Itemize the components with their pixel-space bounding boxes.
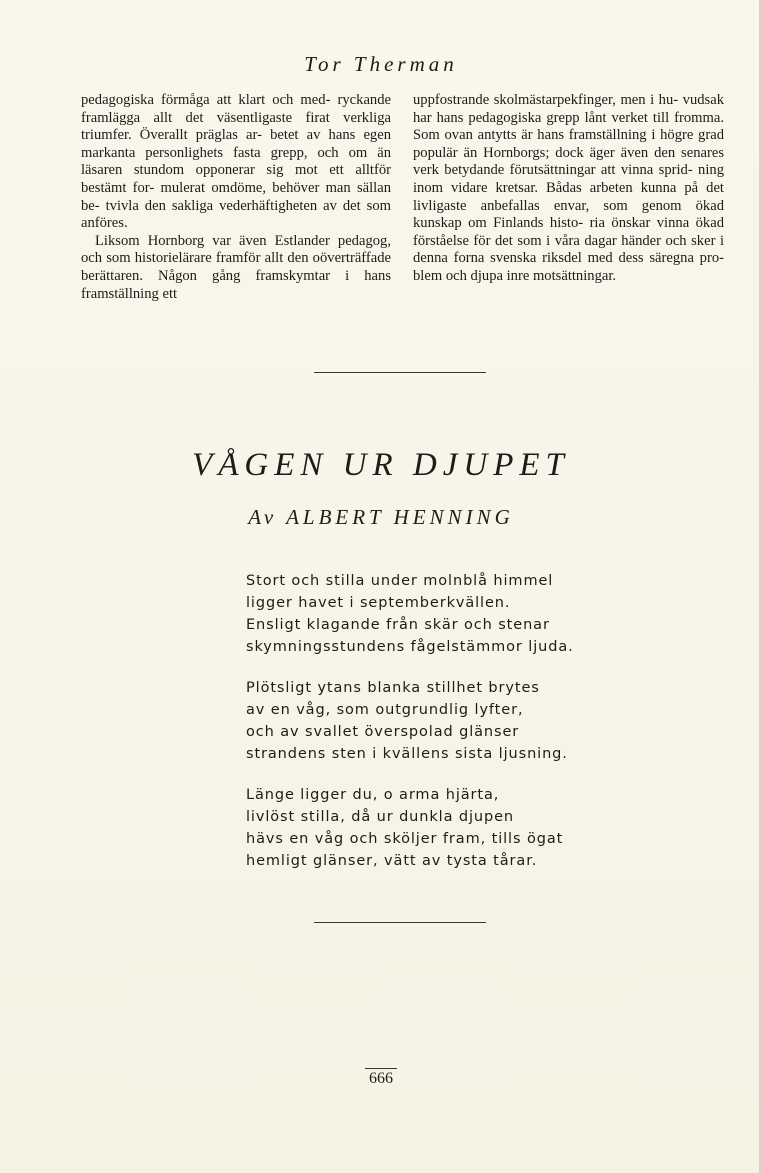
- running-head: Tor Therman: [304, 52, 458, 76]
- poem-line: av en våg, som outgrundlig lyfter,: [246, 702, 524, 718]
- poem-line: hemligt glänser, vätt av tysta tårar.: [246, 853, 538, 869]
- poem-stanza: [246, 677, 586, 765]
- poem-line: Länge ligger du, o arma hjärta,: [246, 787, 500, 803]
- poem-author: Av ALBERT HENNING: [248, 505, 514, 529]
- essay-left-column: [81, 92, 391, 303]
- poem-line: och av svallet överspolad glänser: [246, 724, 520, 740]
- poem-stanza: [246, 570, 586, 658]
- poem-line: hävs en våg och sköljer fram, tills ögat: [246, 831, 564, 847]
- poem-line: ligger havet i septemberkvällen.: [246, 595, 511, 611]
- page-number-container: [0, 1068, 762, 1088]
- page-number: 666: [365, 1068, 397, 1088]
- essay-paragraph: pedagogiska förmåga att klart och med- ryckande framlägga allt det väsentligaste firat verkliga triumfer. Överallt präglas ar- betet av hans egen markanta personlighets fasta grepp, och om än läsaren stundom opponerar sig mot ett alltför bestämt for- mulerat omdöme, behöver man sällan be- tvivla den sakliga vederhäftigheten av det som anföres.: [81, 92, 391, 232]
- poem-line: skymningsstundens fågelstämmor ljuda.: [246, 639, 574, 655]
- poem-line: livlöst stilla, då ur dunkla djupen: [246, 809, 515, 825]
- section-divider: [314, 372, 486, 373]
- poem-line: Stort och stilla under molnblå himmel: [246, 573, 554, 589]
- poem-line: Plötsligt ytans blanka stillhet brytes: [246, 680, 540, 696]
- poem-line: Ensligt klagande från skär och stenar: [246, 617, 550, 633]
- poem-line: strandens sten i kvällens sista ljusning.: [246, 746, 568, 762]
- essay-paragraph: Liksom Hornborg var även Estlander pedagog, och som historielärare framför allt den oöverträffade berättaren. Någon gång framskymtar i hans framställning ett: [81, 232, 391, 302]
- poem-stanza: [246, 784, 586, 872]
- section-divider: [314, 922, 486, 923]
- essay-paragraph: uppfostrande skolmästarpekfinger, men i hu- vudsak har hans pedagogiska grepp lånt verket till fromma. Som ovan antytts är hans framställning i högre grad populär än Hornborgs; dock äger även den senares verk betydande förutsättningar att vinna sprid- ning inom vidare kretsar. Bådas arbeten kunna på det livligaste anbefallas envar, som genom ökad kunskap om Finlands histo- ria önskar vinna ökad förståelse för det som i våra dagar händer och sker i denna forna svenska riksdel med dess säregna pro- blem och djupa inre motsättningar.: [413, 92, 724, 284]
- essay-right-column: [413, 92, 724, 286]
- poem-body: [246, 570, 586, 891]
- poem-title: VÅGEN UR DJUPET: [192, 447, 570, 483]
